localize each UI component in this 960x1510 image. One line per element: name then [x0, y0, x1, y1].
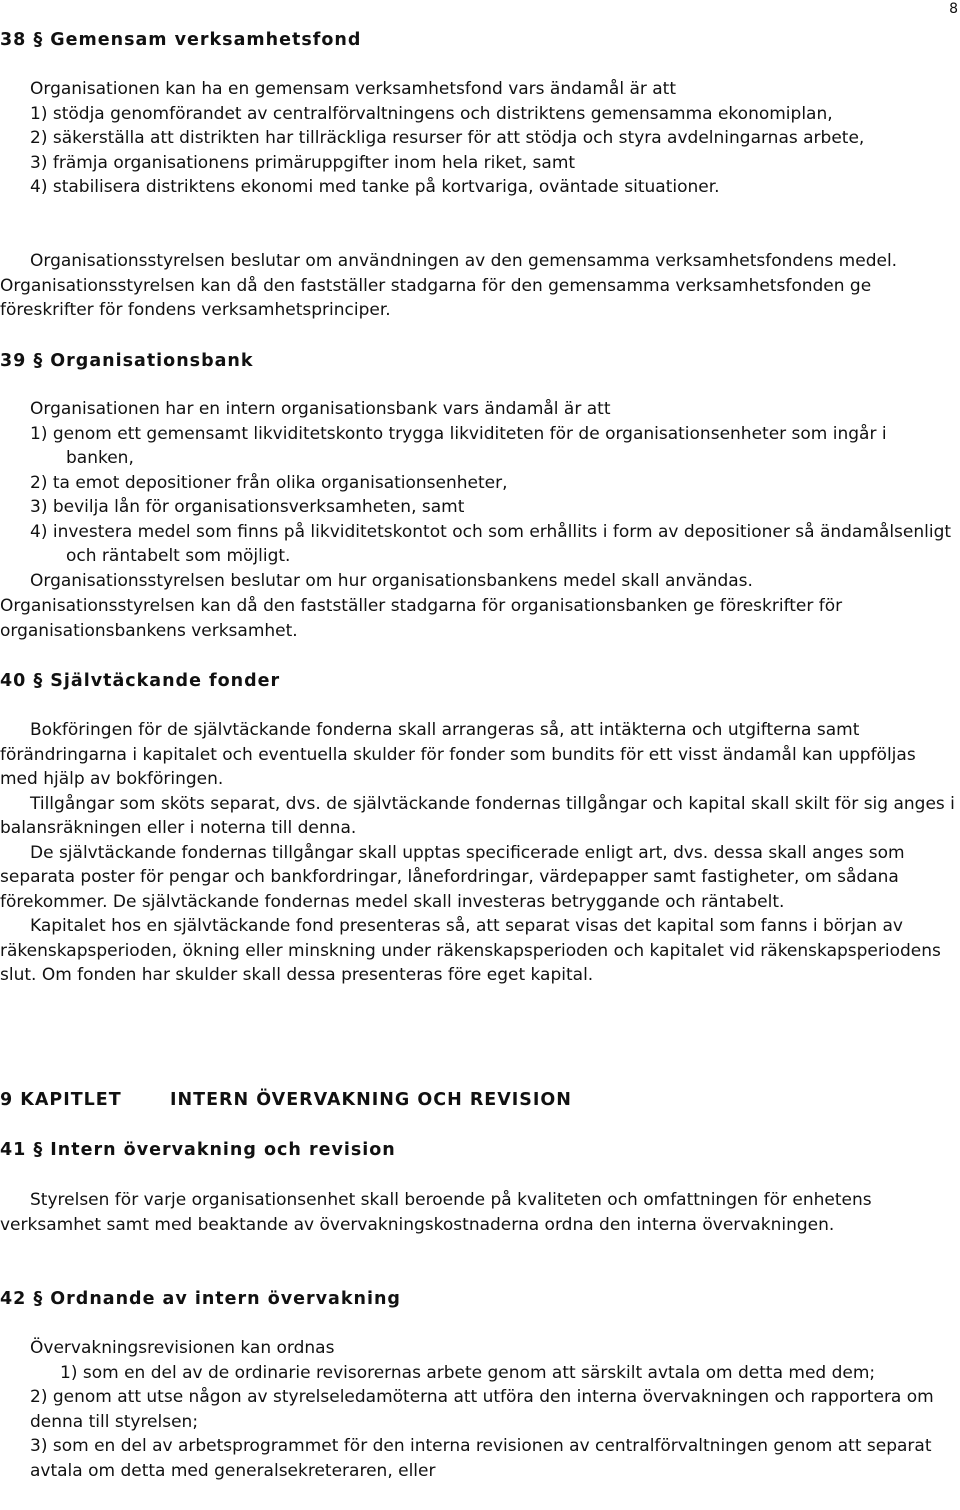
- section-41-paragraph-1: Styrelsen för varje organisationsenhet skall beroende på kvaliteten och omfattningen för enhetens verksamhet samt med beaktande av övervakningskostnaderna ordna den interna övervakningen.: [0, 1190, 872, 1235]
- section-39-paragraph-2: Organisationsstyrelsen beslutar om hur organisationsbankens medel skall användas.: [30, 570, 753, 591]
- section-38-item-1: 1) stödja genomförandet av centralförvaltningens och distriktens gemensamma ekonomiplan,: [30, 103, 833, 124]
- section-38-item-2: 2) säkerställa att distrikten har tillräckliga resurser för att stödja och styra avdelningarnas arbete,: [30, 128, 865, 148]
- section-41-body: [0, 1188, 945, 1237]
- section-38-closing: [0, 249, 950, 323]
- section-42-heading: 42 § Ordnande av intern övervakning: [0, 1289, 401, 1309]
- section-40-heading: 40 § Självtäckande fonder: [0, 671, 281, 691]
- section-39-intro: Organisationen har en intern organisationsbank vars ändamål är att: [30, 399, 611, 419]
- section-38-intro: Organisationen kan ha en gemensam verksamhetsfond vars ändamål är att: [30, 79, 676, 99]
- page-number: 8: [949, 1, 958, 17]
- chapter-number: 9 KAPITLET: [0, 1090, 122, 1110]
- section-42-item-2: 2) genom att utse någon av styrelseledamöterna att utföra den interna övervakningen och rapportera om denna till styrelsen;: [30, 1387, 934, 1432]
- chapter-title: INTERN ÖVERVAKNING OCH REVISION: [170, 1090, 572, 1110]
- section-40-paragraph-2: Tillgångar som sköts separat, dvs. de självtäckande fondernas tillgångar och kapital skall skilt för sig anges i balansräkningen eller i noterna till denna.: [0, 793, 955, 838]
- section-42-item-3: 3) som en del av arbetsprogrammet för den interna revisionen av centralförvaltningen genom att separat avtala om detta med generalsekreteraren, eller: [30, 1436, 932, 1481]
- section-39-item-2: 2) ta emot depositioner från olika organisationsenheter,: [30, 472, 508, 493]
- section-38-item-3: 3) främja organisationens primäruppgifter inom hela riket, samt: [30, 152, 576, 173]
- section-39-body: [30, 397, 958, 593]
- section-39-heading: 39 § Organisationsbank: [0, 351, 254, 371]
- section-40-paragraph-3: De självtäckande fondernas tillgångar skall upptas specificerade enligt art, dvs. dessa skall anges som separata poster för pengar och bankfordringar, lånefordringar, värdepapper samt fastigheter, om sådana förekommer. De självtäckande fondernas medel skall investeras betryggande och räntabelt.: [0, 842, 905, 912]
- section-39-item-3: 3) bevilja lån för organisationsverksamheten, samt: [30, 497, 465, 517]
- section-39-item-4: 4) investera medel som finns på likviditetskontot och som erhållits i form av depositioner så ändamålsenligt och räntabelt som möjligt.: [30, 521, 952, 566]
- section-38-paragraph-2: Organisationsstyrelsen beslutar om användningen av den gemensamma verksamhetsfondens medel. Organisationsstyrelsen kan då den fastställer stadgarna för den gemensamma verksamhetsfonden ge föreskrifter för fondens verksamhetsprinciper.: [0, 251, 898, 320]
- section-39-paragraph-3: Organisationsstyrelsen kan då den fastställer stadgarna för organisationsbanken ge föreskrifter för organisationsbankens verksamhet.: [0, 596, 843, 641]
- section-38-item-4: 4) stabilisera distriktens ekonomi med tanke på kortvariga, oväntade situationer.: [30, 177, 720, 197]
- section-42-intro: Övervakningsrevisionen kan ordnas: [30, 1338, 335, 1358]
- section-39-closing: [0, 594, 950, 643]
- chapter-heading: [0, 1088, 572, 1113]
- section-39-item-1: 1) genom ett gemensamt likviditetskonto trygga likviditeten för de organisationsenheter som ingår i banken,: [30, 423, 887, 468]
- section-41-heading: 41 § Intern övervakning och revision: [0, 1140, 396, 1160]
- section-38-body: [30, 77, 958, 200]
- section-42-body: [30, 1336, 958, 1483]
- section-42-item-1: 1) som en del av de ordinarie revisorernas arbete genom att särskilt avtala om detta med dem;: [60, 1362, 876, 1383]
- section-38-heading: 38 § Gemensam verksamhetsfond: [0, 30, 362, 50]
- section-40-paragraph-4: Kapitalet hos en självtäckande fond presenteras så, att separat visas det kapital som fanns i början av räkenskapsperioden, ökning eller minskning under räkenskapsperioden och kapitalet vid räkenskapsperiodens slut. Om fonden har skulder skall dessa presenteras före eget kapital.: [0, 916, 941, 985]
- section-40-body: [0, 718, 955, 988]
- section-40-paragraph-1: Bokföringen för de självtäckande fonderna skall arrangeras så, att intäkterna och utgifterna samt förändringarna i kapitalet och eventuella skulder för fonder som bundits för ett visst ändamål kan uppföljas med hjälp av bokföringen.: [0, 720, 916, 789]
